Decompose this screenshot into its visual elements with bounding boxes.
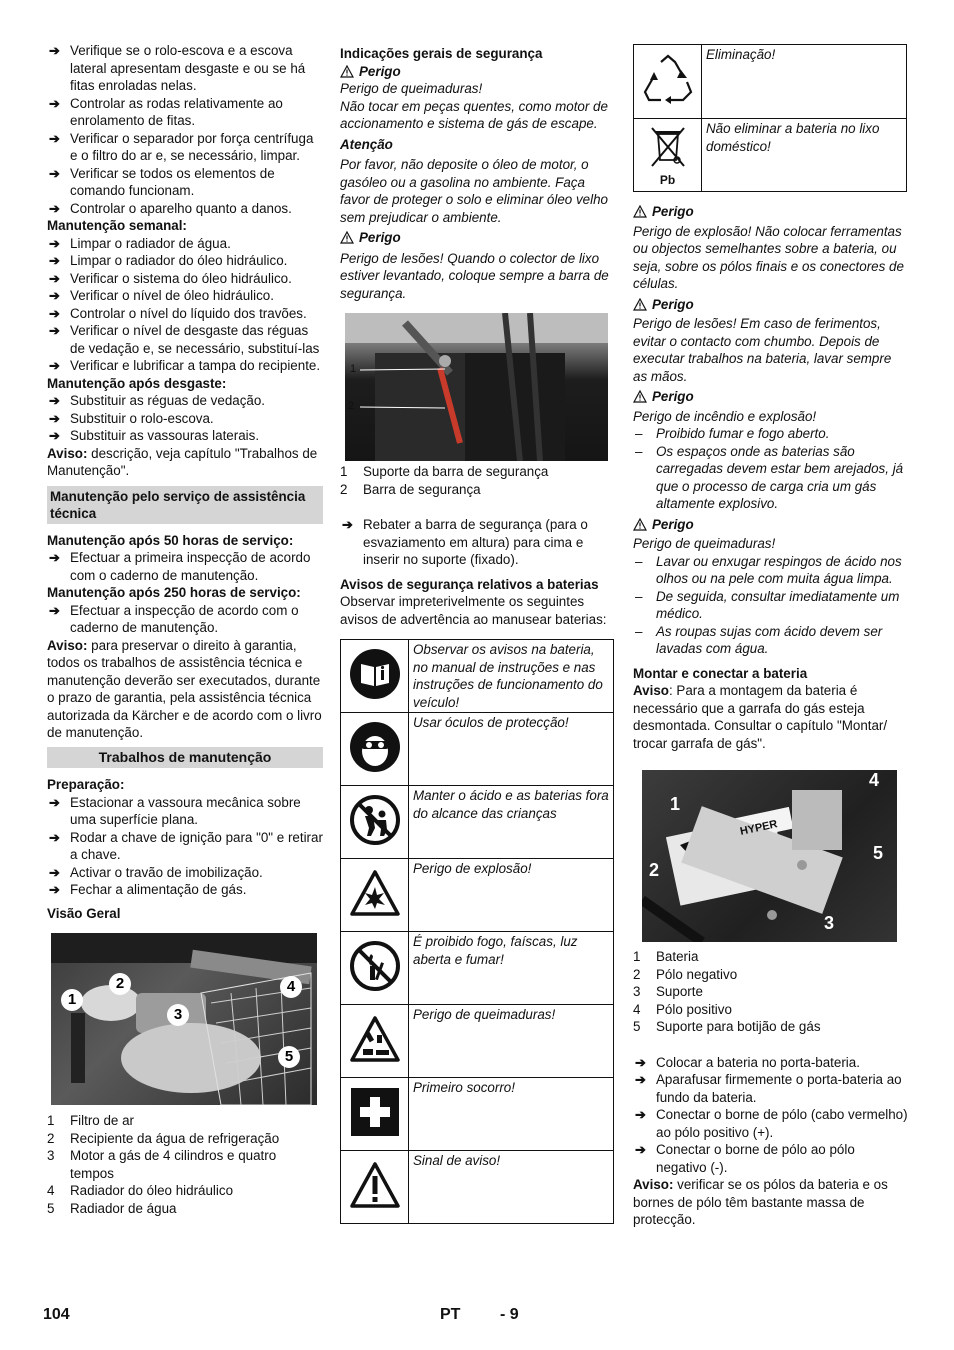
list-item: ➔ Verificar o sistema do óleo hidráulico. [47, 270, 323, 288]
service-heading: Manutenção pelo serviço de assistência técnica [47, 486, 323, 524]
symbol-cell [341, 640, 409, 713]
battery-legend [633, 948, 908, 1036]
list-item: ➔ Colocar a bateria no porta-bateria. [633, 1054, 908, 1072]
battery-photo [642, 770, 897, 942]
legend-item: 3 Motor a gás de 4 cilindros e quatro tempos [47, 1148, 277, 1181]
warranty-note: Aviso: para preservar o direito à garantia, todos os trabalhos de assistência técnica e manutenção deverão ser executados, durante o prazo de garantia, pela assistência técnica autorizada da Kärcher e de acordo com o livro de manutenção. [47, 637, 322, 740]
symbol-text: Perigo de queimaduras! [409, 1005, 614, 1078]
legend-item: 5 Radiador de água [47, 1200, 177, 1216]
symbol-text: Usar óculos de protecção! [409, 713, 614, 786]
list-item: ➔ Limpar o radiador de água. [47, 235, 323, 253]
callout-number: 1 [350, 363, 357, 375]
list-item: ➔ Verificar o separador por força centrífuga e o filtro do ar e, se necessário, limpar. [47, 130, 323, 165]
safety-title: Indicações gerais de segurança [340, 46, 543, 61]
list-item: – Lavar ou enxugar respingos de ácido nos olhos ou na pele com muita água limpa. [633, 553, 908, 588]
list-item: ➔ Efectuar a inspecção de acordo com o caderno de manutenção. [47, 602, 323, 637]
preparation-title: Preparação: [47, 777, 125, 792]
photo-tag: 1 [61, 989, 83, 1011]
danger-text: Perigo de lesões! Em caso de ferimentos, evitar o contacto com chumbo. Depois de executar trabalhos na bateria, lavar sempre as mãos. [633, 316, 892, 384]
photo-tag: 3 [167, 1004, 189, 1026]
legend-item: 3 Suporte [633, 984, 703, 999]
warning-triangle-icon [633, 298, 647, 311]
top-check-list [47, 42, 323, 217]
list-item: ➔ Conectar o borne de pólo (cabo vermelho) ao pólo positivo (+). [633, 1106, 908, 1141]
warning-icon [349, 1161, 401, 1209]
symbol-cell [341, 1151, 409, 1224]
language-code: PT [440, 1306, 461, 1323]
column-middle [340, 45, 616, 1224]
manual-icon [349, 648, 401, 700]
list-item: ➔ Fechar a alimentação de gás. [47, 881, 323, 899]
overview-legend [47, 1112, 323, 1217]
danger-text: Perigo de queimaduras! Não tocar em peças quentes, como motor de accionamento e sistema de gás de escape. [340, 81, 608, 131]
photo-tag: 5 [873, 843, 884, 863]
symbol-cell [341, 932, 409, 1005]
table-row [341, 1151, 614, 1224]
lead-label: Pb [659, 173, 676, 188]
photo-tag: 1 [670, 794, 681, 814]
maintenance-250h-title: Manutenção após 250 horas de serviço: [47, 585, 301, 600]
battery-symbols-table [340, 639, 614, 1224]
list-item: ➔ Estacionar a vassoura mecânica sobre uma superfície plana. [47, 794, 323, 829]
list-item: ➔ Conectar o borne de pólo ao pólo negativo (-). [633, 1141, 908, 1176]
danger-label: Perigo [633, 203, 908, 221]
mount-note: Aviso: Para a montagem da bateria é necessário que a garrafa do gás esteja desmontada. Consultar o capítulo "Montar/ trocar garrafa de gás". [633, 683, 888, 751]
list-item: ➔ Substituir as réguas de vedação. [47, 392, 323, 410]
list-item: – Os espaços onde as baterias são carregadas devem estar bem arejados, já que o processo de carga cria um gás altamente explosivo. [633, 443, 908, 513]
symbol-cell [341, 786, 409, 859]
photo-tag: 5 [278, 1046, 300, 1068]
no-children-icon [349, 794, 401, 846]
legend-item: 2 Barra de segurança [340, 481, 481, 497]
column-right [633, 44, 908, 1229]
table-row [341, 1005, 614, 1078]
overview-title: Visão Geral [47, 905, 121, 921]
legend-item: 1 Filtro de ar [47, 1113, 134, 1128]
battery-illustration [642, 770, 897, 942]
wear-maintenance-title: Manutenção após desgaste: [47, 375, 227, 391]
symbol-cell [341, 1005, 409, 1078]
list-item: ➔ Verifique se o rolo-escova e a escova lateral apresentam desgaste e ou se há fitas enroladas nelas. [47, 42, 323, 95]
list-item: ➔ Substituir as vassouras laterais. [47, 427, 323, 445]
warning-triangle-icon [340, 231, 354, 244]
danger-label: Perigo [633, 516, 908, 534]
fold-bar-list [340, 516, 616, 569]
symbol-text: Manter o ácido e as baterias fora do alcance das crianças [409, 786, 614, 859]
burn-danger-list [633, 553, 908, 658]
table-row [634, 119, 907, 192]
wear-maintenance-list [47, 392, 323, 445]
danger-label: Perigo [340, 229, 616, 247]
symbol-cell [341, 713, 409, 786]
symbol-text: É proibido fogo, faíscas, luz aberta e fumar! [409, 932, 614, 1005]
legend-item: 1 Suporte da barra de segurança [340, 464, 549, 479]
list-item: ➔ Verificar o nível de desgaste das réguas de vedação e, se necessário, substituí-las [47, 322, 323, 357]
attention-label: Atenção [340, 136, 393, 152]
danger-text: Perigo de lesões! Quando o colector de lixo estiver levantado, coloque sempre a barra de segurança. [340, 250, 609, 301]
list-item: ➔ Aparafusar firmemente o porta-bateria ao fundo da bateria. [633, 1071, 908, 1106]
danger-label: Perigo [633, 296, 908, 314]
page-number: 104 [43, 1306, 70, 1323]
goggles-icon [349, 721, 401, 773]
list-item: – Proibido fumar e fogo aberto. [633, 425, 908, 443]
list-item: ➔ Activar o travão de imobilização. [47, 864, 323, 882]
warning-triangle-icon [633, 390, 647, 403]
legend-item: 5 Suporte para botijão de gás [633, 1019, 821, 1034]
list-item: ➔ Rebater a barra de segurança (para o esvaziamento em altura) para cima e inserir no suporte (fixado). [340, 516, 616, 569]
symbol-text: Primeiro socorro! [409, 1078, 614, 1151]
safety-bar-legend [340, 463, 616, 498]
table-row [634, 45, 907, 119]
photo-tag: 3 [824, 913, 835, 933]
safety-bar-figure [340, 313, 606, 463]
danger-label: Perigo [340, 63, 616, 81]
callout-number: 2 [348, 400, 355, 412]
list-item: ➔ Limpar o radiador do óleo hidráulico. [47, 252, 323, 270]
engine-overview-photo [51, 933, 317, 1105]
fire-danger-list [633, 425, 908, 513]
legend-item: 2 Pólo negativo [633, 966, 738, 982]
list-item: ➔ Verificar e lubrificar a tampa do recipiente. [47, 357, 323, 375]
warning-triangle-icon [633, 205, 647, 218]
legend-item: 4 Pólo positivo [633, 1001, 732, 1017]
danger-text: Perigo de explosão! Não colocar ferramentas ou objectos semelhantes sobre a bateria, ou seja, sobre os pólos finais e os conectores de células. [633, 223, 904, 291]
mount-steps-list [633, 1054, 908, 1177]
sub-page-number: - 9 [500, 1306, 519, 1323]
battery-safety-intro: Observar impreterivelmente os seguintes avisos de advertência ao manusear baterias: [340, 594, 607, 627]
table-row [341, 932, 614, 1005]
weekly-maintenance-title: Manutenção semanal: [47, 218, 187, 233]
symbol-cell [634, 119, 702, 192]
legend-item: 4 Radiador do óleo hidráulico [47, 1183, 234, 1198]
acid-burn-icon [349, 1015, 401, 1063]
maintenance-250h-list [47, 602, 323, 637]
list-item: ➔ Controlar o aparelho quanto a danos. [47, 200, 323, 218]
symbol-text: Observar os avisos na bateria, no manual de instruções e nas instruções de funcionamento do veículo! [409, 640, 614, 713]
callout-lines [340, 313, 460, 463]
list-item: ➔ Controlar o nível do líquido dos travões. [47, 305, 323, 323]
maintenance-50h-title: Manutenção após 50 horas de serviço: [47, 532, 294, 548]
column-left [47, 42, 323, 1217]
photo-tag: 2 [109, 973, 131, 995]
table-row [341, 859, 614, 932]
no-trash-icon [646, 124, 690, 172]
symbol-cell [341, 859, 409, 932]
danger-label: Perigo [633, 388, 908, 406]
disposal-symbols-table [633, 44, 907, 192]
table-row [341, 713, 614, 786]
symbol-cell [341, 1078, 409, 1151]
attention-text: Por favor, não deposite o óleo de motor, o gasóleo ou a gasolina no ambiente. Faça favor de proteger o solo e eliminar óleo velho sem prejudicar o ambiente. [340, 157, 608, 225]
maintenance-50h-list [47, 549, 323, 584]
symbol-text: Perigo de explosão! [409, 859, 614, 932]
battery-brand-label: HYPER [739, 818, 779, 838]
explosion-icon [349, 869, 401, 917]
legend-item: 2 Recipiente da água de refrigeração [47, 1130, 280, 1146]
symbol-text: Eliminação! [702, 45, 907, 119]
recycle-icon [641, 52, 695, 106]
warning-triangle-icon [633, 518, 647, 531]
table-row [341, 1078, 614, 1151]
symbol-text: Sinal de aviso! [409, 1151, 614, 1224]
table-row [341, 640, 614, 713]
mount-battery-title: Montar e conectar a bateria [633, 665, 808, 681]
battery-safety-title: Avisos de segurança relativos a baterias [340, 576, 599, 592]
list-item: ➔ Substituir o rolo-escova. [47, 410, 323, 428]
maintenance-work-heading: Trabalhos de manutenção [47, 747, 323, 769]
symbol-cell [634, 45, 702, 119]
danger-text: Perigo de queimaduras! [633, 536, 776, 551]
list-item: ➔ Controlar as rodas relativamente ao enrolamento de fitas. [47, 95, 323, 130]
photo-tag: 2 [649, 860, 660, 880]
legend-item: 1 Bateria [633, 949, 699, 964]
no-fire-icon [349, 940, 401, 992]
final-note: Aviso: verificar se os pólos da bateria e os bornes de pólo têm bastante massa de protecção. [633, 1177, 888, 1227]
preparation-list [47, 794, 323, 899]
list-item: ➔ Verificar o nível de óleo hidráulico. [47, 287, 323, 305]
warning-triangle-icon [340, 65, 354, 78]
weekly-maintenance-list [47, 235, 323, 375]
table-row [341, 786, 614, 859]
wear-note: Aviso: descrição, veja capítulo "Trabalhos de Manutenção". [47, 445, 318, 478]
list-item: – As roupas sujas com ácido devem ser lavadas com água. [633, 623, 908, 658]
list-item: – De seguida, consultar imediatamente um médico. [633, 588, 908, 623]
danger-text: Perigo de incêndio e explosão! [633, 408, 817, 424]
symbol-text: Não eliminar a bateria no lixo doméstico! [702, 119, 907, 192]
photo-tag: 4 [280, 976, 302, 998]
first-aid-icon [350, 1087, 400, 1137]
list-item: ➔ Verificar se todos os elementos de comando funcionam. [47, 165, 323, 200]
photo-tag: 4 [869, 770, 880, 790]
list-item: ➔ Efectuar a primeira inspecção de acordo com o caderno de manutenção. [47, 549, 323, 584]
list-item: ➔ Rodar a chave de ignição para "0" e retirar a chave. [47, 829, 323, 864]
